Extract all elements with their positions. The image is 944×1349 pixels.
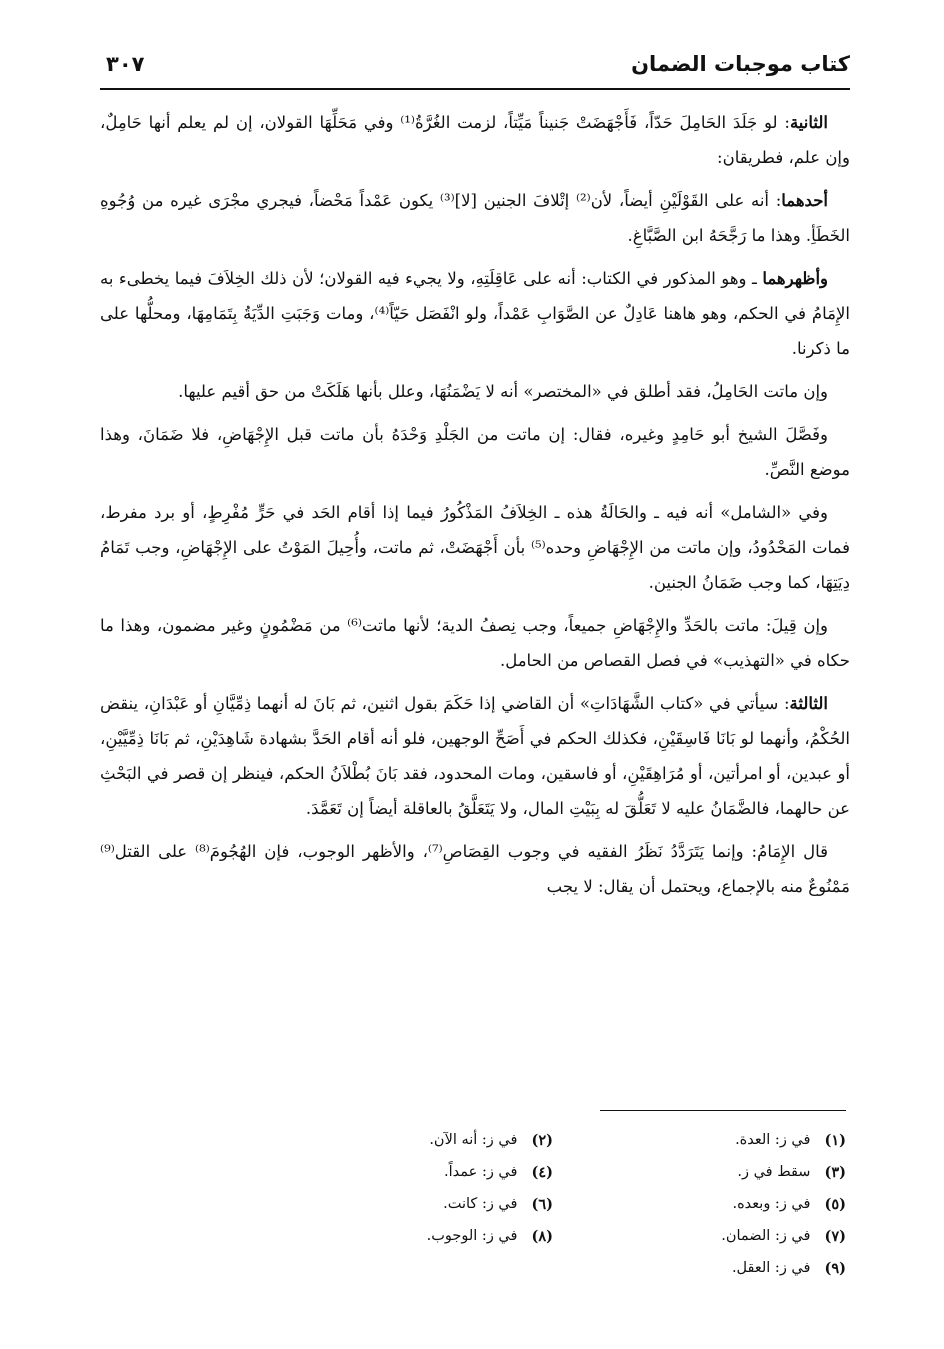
footnote-text: في ز: الضمان. — [721, 1228, 811, 1244]
paragraph-text: وإن قِيلَ: ماتت بالحَدِّ والإِجْهَاضِ جميعاً، وجب نِصفُ الدية؛ لأنها ماتت⁽⁶⁾ من مَضْمُونٍ وغير مضمون، وهذا ما حكاه في «التهذيب» في فصل القصاص من الحامل. — [100, 616, 850, 670]
footnote-number: (٤) — [531, 1163, 553, 1181]
paragraph-lead: الثانية — [789, 113, 828, 132]
footnote-number: (٩) — [824, 1259, 846, 1277]
paragraph-lead: وأظهرهما — [762, 269, 828, 288]
page-number: ٣٠٧ — [106, 52, 145, 76]
footnote-text: في ز: كانت. — [443, 1196, 518, 1212]
paragraph — [100, 608, 850, 678]
paragraph-lead: أحدهما — [781, 191, 828, 210]
footnote-text: في ز: أنه الآن. — [429, 1132, 518, 1148]
paragraph — [100, 374, 850, 409]
footnote — [300, 1188, 553, 1220]
footnote-text: في ز: وبعده. — [732, 1196, 811, 1212]
footnote-number: (٦) — [531, 1195, 553, 1213]
paragraph-text: : أنه على القَوْلَيْنِ أيضاً، لأن⁽²⁾ إتْلافَ الجنين [لا]⁽³⁾ يكون عَمْداً مَحْضاً، فيجري مجْرَى غيره من وُجُوهِ الخَطَأِ. وهذا ما رَجَّحَهُ ابن الصَّبَّاغِ. — [100, 191, 850, 245]
footnote — [593, 1124, 846, 1156]
footnote — [300, 1156, 553, 1188]
paragraph-text: قال الإِمَامُ: وإنما يَتَرَدَّدُ نَظَرُ الفقيه في وجوب القِصَاصِ⁽⁷⁾، والأظهر الوجوب، فإن الهُجُومَ⁽⁸⁾ على القتل⁽⁹⁾ مَمْنُوعٌ منه بالإجماع، ويحتمل أن يقال: لا يجب — [100, 842, 850, 896]
footnote-number: (٣) — [824, 1163, 846, 1181]
footnote-number: (٥) — [824, 1195, 846, 1213]
paragraph — [100, 105, 850, 175]
paragraph — [100, 261, 850, 366]
footnote-divider — [600, 1110, 846, 1111]
paragraph — [100, 417, 850, 487]
footnote-text: في ز: العقل. — [731, 1260, 811, 1276]
footnote — [300, 1220, 553, 1252]
footnote — [593, 1220, 846, 1252]
footnote-number: (٧) — [824, 1227, 846, 1245]
paragraph-text: : لو جَلَدَ الحَامِلَ حَدّاً، فَأَجْهَضَتْ جَنيناً مَيِّتاً، لزمت الغُرَّةُ⁽¹⁾ وفي مَحَلِّهَا القولان، إن لم يعلم أنها حَامِلٌ، وإن علم، فطريقان: — [100, 113, 850, 167]
footnotes — [300, 1124, 846, 1284]
paragraph — [100, 834, 850, 904]
footnote-text: سقط في ز. — [737, 1164, 811, 1180]
footnote-text: في ز: العدة. — [735, 1132, 811, 1148]
main-text — [100, 105, 850, 912]
paragraph-text: : سيأتي في «كتاب الشَّهَادَاتِ» أن القاضي إذا حَكَمَ بقول اثنين، ثم بَانَ له أنهما ذِمِّيَّانِ أو عَبْدَانِ، ينقض الحُكْمُ، وأنهما لو بَانَا فَاسِقَيْنِ، فكذلك الحكم في أَصَحِّ الوجهين، فلو أنه أقام الحَدَّ بشهادة شَاهِدَيْنِ، ثم بَانَا ذِمِّيَّيْنِ، أو عبدين، أو امرأتين، أو مُرَاهِقَيْنِ، أو فاسقين، ومات المحدود، فقد بَانَ بُطْلاَنُ الحكم، فينظر إن قصر في البَحْثِ عن حالهما، فالضَّمَانُ عليه لا تَعَلُّقَ له بِبَيْتِ المال، ولا يَتَعَلَّقُ بالعاقلة أيضاً إن تَعَمَّدَ. — [100, 694, 850, 818]
footnote — [300, 1124, 553, 1156]
footnote-number: (٢) — [531, 1131, 553, 1149]
paragraph — [100, 495, 850, 600]
paragraph-text: وفي «الشامل» أنه فيه ـ والحَالَةُ هذه ـ الخِلاَفُ المَذْكُورُ فيما إذا أقام الحَد في حَرٍّ مُفْرِطٍ، أو برد مفرط، فمات المَحْدُودُ، وإن ماتت من الإِجْهَاضِ وحده⁽⁵⁾ بأن أَجْهَضَتْ، ثم ماتت، وأُحِيلَ المَوْتُ على الإِجْهَاضِ، وجب تَمَامُ دِيَتِهَا، كما وجب ضَمَانُ الجنين. — [100, 503, 850, 592]
paragraph-text: وفَصَّلَ الشيخ أبو حَامِدٍ وغيره، فقال: إن ماتت من الجَلْدِ وَحْدَهُ بأن ماتت قبل الإِجْهَاضِ، فلا ضَمَانَ، وهذا موضع النَّصِّ. — [100, 425, 850, 479]
footnote-text: في ز: الوجوب. — [426, 1228, 518, 1244]
running-title: كتاب موجبات الضمان — [631, 52, 850, 76]
footnote-text: في ز: عمداً. — [444, 1164, 518, 1180]
footnote-number: (٨) — [531, 1227, 553, 1245]
footnote — [593, 1156, 846, 1188]
footnote-number: (١) — [824, 1131, 846, 1149]
paragraph-text: ـ وهو المذكور في الكتاب: أنه على عَاقِلَتِهِ، ولا يجيء فيه القولان؛ لأن ذلك الخِلاَفَ فيما يخطىء به الإِمَامُ في الحكم، وهو هاهنا عَادِلٌ عن الصَّوَابِ عَمْداً، ولو انْفَصَل حَيّاً⁽⁴⁾، ومات وَجَبَتِ الدِّيَةُ بِتَمَامِهَا، ومحلُّها على ما ذكرنا. — [100, 269, 850, 358]
footnote — [593, 1252, 846, 1284]
paragraph-text: وإن ماتت الحَامِلُ، فقد أطلق في «المختصر» أنه لا يَضْمَنُهَا، وعلل بأنها هَلَكَتْ من حق أقيم عليها. — [178, 382, 828, 401]
paragraph-lead: الثالثة — [789, 694, 828, 713]
page-header — [100, 46, 850, 90]
paragraph — [100, 183, 850, 253]
footnote — [593, 1188, 846, 1220]
paragraph — [100, 686, 850, 826]
